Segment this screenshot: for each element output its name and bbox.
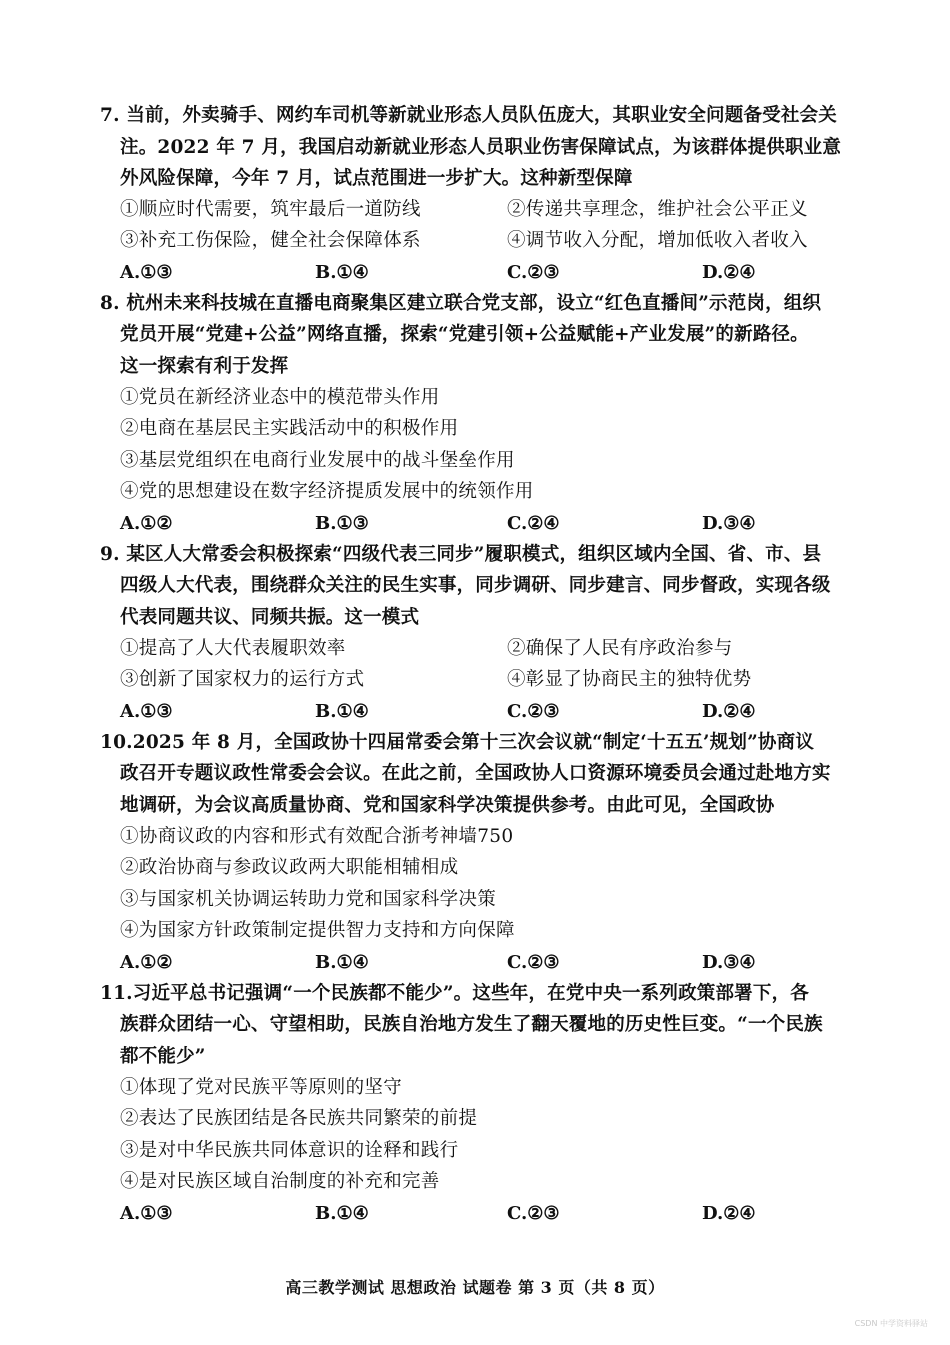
statement-4: ④党的思想建设在数字经济提质发展中的统领作用: [120, 481, 534, 502]
option-b: B.①④: [315, 1203, 369, 1224]
statement-3: ③是对中华民族共同体意识的诠释和践行: [120, 1140, 459, 1161]
question-stem-line: 9. 某区人大常委会积极探索“四级代表三同步”履职模式，组织区域内全国、省、市、县: [100, 544, 822, 565]
question-stem-line: 10.2025 年 8 月，全国政协十四届常委会第十三次会议就“制定‘十五五’规划”协商议: [100, 732, 815, 753]
statement-4: ④彰显了协商民主的独特优势: [507, 669, 752, 690]
option-a: A.①③: [120, 701, 173, 722]
watermark: CSDN 中学资料驿站: [854, 1319, 928, 1328]
option-d: D.③④: [702, 513, 756, 534]
statement-4: ④是对民族区域自治制度的补充和完善: [120, 1171, 440, 1192]
option-d: D.③④: [702, 952, 756, 973]
question-stem-line: 代表同题共议、同频共振。这一模式: [120, 607, 420, 628]
question-stem-line: 党员开展“党建+公益”网络直播，探索“党建引领+公益赋能+产业发展”的新路径。: [120, 324, 809, 345]
option-c: C.②③: [507, 701, 560, 722]
question-stem-line: 8. 杭州未来科技城在直播电商聚集区建立联合党支部，设立“红色直播间”示范岗，组织: [100, 293, 822, 314]
option-c: C.②③: [507, 262, 560, 283]
statement-1: ①体现了党对民族平等原则的坚守: [120, 1077, 403, 1098]
statement-2: ②政治协商与参政议政两大职能相辅相成: [120, 857, 459, 878]
question-stem-line: 四级人大代表，围绕群众关注的民生实事，同步调研、同步建言、同步督政，实现各级: [120, 575, 831, 596]
option-c: C.②③: [507, 1203, 560, 1224]
option-c: C.②③: [507, 952, 560, 973]
statement-2: ②表达了民族团结是各民族共同繁荣的前提: [120, 1108, 478, 1129]
statement-3: ③创新了国家权力的运行方式: [120, 669, 365, 690]
statement-2: ②传递共享理念，维护社会公平正义: [507, 199, 808, 220]
option-a: A.①③: [120, 1203, 173, 1224]
question-stem-line: 外风险保障，今年 7 月，试点范围进一步扩大。这种新型保障: [120, 168, 633, 189]
question-stem-line: 注。2022 年 7 月，我国启动新就业形态人员职业伤害保障试点，为该群体提供职业意: [120, 137, 842, 158]
statement-1: ①党员在新经济业态中的模范带头作用: [120, 387, 440, 408]
option-d: D.②④: [702, 1203, 756, 1224]
question-stem-line: 这一探索有利于发挥: [120, 356, 289, 377]
option-b: B.①③: [315, 513, 369, 534]
statement-4: ④为国家方针政策制定提供智力支持和方向保障: [120, 920, 515, 941]
question-stem-line: 7. 当前，外卖骑手、网约车司机等新就业形态人员队伍庞大，其职业安全问题备受社会关: [100, 105, 837, 126]
statement-3: ③补充工伤保险，健全社会保障体系: [120, 230, 421, 251]
option-c: C.②④: [507, 513, 560, 534]
statement-2: ②电商在基层民主实践活动中的积极作用: [120, 418, 459, 439]
statement-4: ④调节收入分配，增加低收入者收入: [507, 230, 808, 251]
statement-1: ①提高了人大代表履职效率: [120, 638, 346, 659]
option-b: B.①④: [315, 952, 369, 973]
option-a: A.①②: [120, 952, 173, 973]
page-footer: 高三教学测试 思想政治 试题卷 第 3 页（共 8 页）: [285, 1278, 665, 1297]
question-stem-line: 族群众团结一心、守望相助，民族自治地方发生了翻天覆地的历史性巨变。“一个民族: [120, 1014, 823, 1035]
statement-1: ①顺应时代需要，筑牢最后一道防线: [120, 199, 421, 220]
statement-3: ③基层党组织在电商行业发展中的战斗堡垒作用: [120, 450, 515, 471]
question-stem-line: 11.习近平总书记强调“一个民族都不能少”。这些年，在党中央一系列政策部署下，各: [100, 983, 809, 1004]
statement-2: ②确保了人民有序政治参与: [507, 638, 733, 659]
statement-1: ①协商议政的内容和形式有效配合浙考神墙750: [120, 826, 514, 847]
question-stem-line: 都不能少”: [120, 1046, 206, 1067]
statement-3: ③与国家机关协调运转助力党和国家科学决策: [120, 889, 497, 910]
option-d: D.②④: [702, 262, 756, 283]
option-a: A.①②: [120, 513, 173, 534]
option-b: B.①④: [315, 701, 369, 722]
option-a: A.①③: [120, 262, 173, 283]
option-d: D.②④: [702, 701, 756, 722]
question-stem-line: 地调研，为会议高质量协商、党和国家科学决策提供参考。由此可见，全国政协: [120, 795, 775, 816]
question-stem-line: 政召开专题议政性常委会会议。在此之前，全国政协人口资源环境委员会通过赴地方实: [120, 763, 831, 784]
option-b: B.①④: [315, 262, 369, 283]
